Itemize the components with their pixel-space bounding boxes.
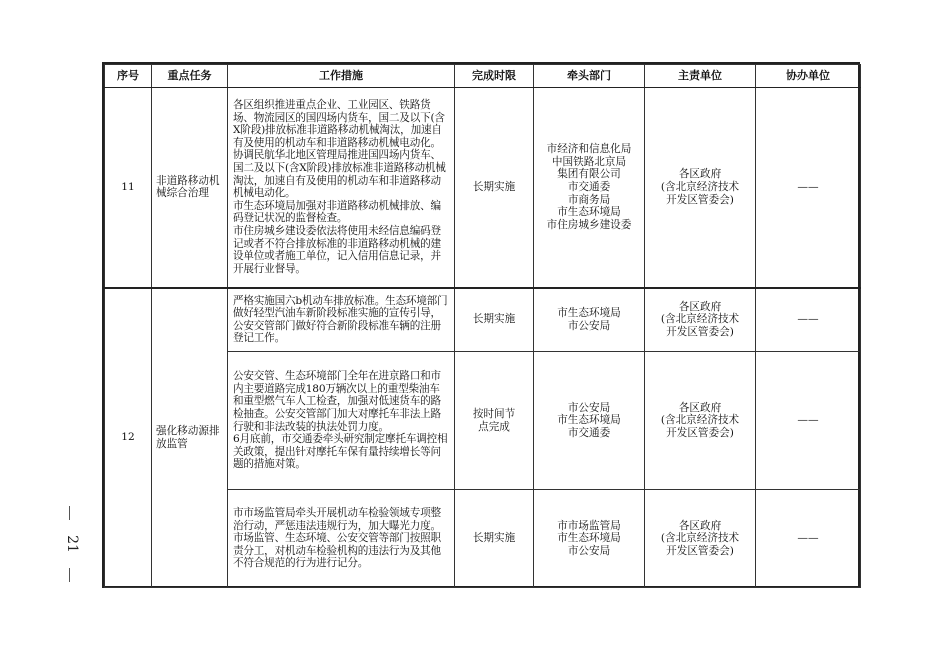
measure-text: 市场监管、生态环境、公安交管等部门按照职责分工，对机动车检验机构的违法行为及其他不符合规范的行为进行记分。 bbox=[233, 532, 441, 570]
measure-text: 公安交管、生态环境部门全年在进京路口和市内主要道路完成180万辆次以上的重型柴油车和重型燃气车人工检查，加强对低速货车的路检抽查。公安交管部门加大对摩托车非法上路行驶和非法改装的执法处罚力度。 bbox=[233, 370, 441, 433]
lead-dept: 市生态环境局 bbox=[557, 206, 621, 219]
lead-dept: 中国铁路北京局 bbox=[551, 155, 627, 168]
deadline-cell: 长期实施 bbox=[455, 288, 534, 352]
measures-cell bbox=[228, 490, 455, 588]
task-cell: 非道路移动机械综合治理 bbox=[152, 88, 228, 288]
main-unit-cell bbox=[645, 490, 756, 588]
main-unit-cell bbox=[645, 88, 756, 288]
header-measures: 工作措施 bbox=[228, 65, 455, 88]
page-number-marker bbox=[60, 506, 84, 586]
measures-cell bbox=[228, 288, 455, 352]
main-unit-cell bbox=[645, 352, 756, 490]
table-row bbox=[105, 88, 861, 288]
deadline-cell bbox=[455, 352, 534, 490]
main-unit-line: (含北京经济技术 bbox=[660, 180, 740, 193]
header-main-unit: 主责单位 bbox=[645, 65, 756, 88]
page-number: 21 bbox=[64, 535, 80, 553]
assist-unit-cell: —— bbox=[756, 288, 861, 352]
lead-dept: 市生态环境局 bbox=[557, 307, 621, 320]
lead-dept: 市交通委 bbox=[567, 180, 611, 193]
lead-dept-cell bbox=[534, 490, 645, 588]
main-unit-line: (含北京经济技术 bbox=[660, 313, 740, 326]
main-unit-line: (含北京经济技术 bbox=[660, 532, 740, 545]
lead-dept: 市公安局 bbox=[567, 544, 611, 557]
lead-dept: 市公安局 bbox=[567, 401, 611, 414]
lead-dept: 市住房城乡建设委 bbox=[546, 218, 632, 231]
assist-unit-cell: —— bbox=[756, 88, 861, 288]
header-task: 重点任务 bbox=[152, 65, 228, 88]
measure-text: 严格实施国六b机动车排放标准。生态环境部门做好轻型汽油车新阶段标准实施的宣传引导，公安交管部门做好符合新阶段标准车辆的注册登记工作。 bbox=[233, 294, 448, 345]
main-unit-line: 各区政府 bbox=[678, 519, 722, 532]
assist-unit-cell: —— bbox=[756, 352, 861, 490]
lead-dept-cell bbox=[534, 288, 645, 352]
deadline-cell: 长期实施 bbox=[455, 88, 534, 288]
main-unit-line: 开发区管委会) bbox=[666, 193, 734, 206]
lead-dept: 市生态环境局 bbox=[557, 414, 621, 427]
deadline-cell: 长期实施 bbox=[455, 490, 534, 588]
header-assist-unit: 协办单位 bbox=[756, 65, 861, 88]
assist-unit-cell: —— bbox=[756, 490, 861, 588]
measure-text: 市生态环境局加强对非道路移动机械排放、编码登记状况的监督检查。 bbox=[233, 199, 441, 225]
page-number-dash-top bbox=[69, 506, 70, 520]
deadline-text: 按时间节点完成 bbox=[472, 407, 516, 433]
lead-dept: 市公安局 bbox=[567, 319, 611, 332]
main-unit-line: (含北京经济技术 bbox=[660, 414, 740, 427]
lead-dept: 市市场监管局 bbox=[557, 519, 621, 532]
table-row bbox=[105, 288, 861, 352]
measure-text: 市市场监管局牵头开展机动车检验领域专项整治行动，严惩违法违规行为，加大曝光力度。 bbox=[233, 507, 441, 532]
main-unit-line: 各区政府 bbox=[678, 401, 722, 414]
measures-cell bbox=[228, 88, 455, 288]
measures-table bbox=[104, 64, 861, 588]
header-lead-dept: 牵头部门 bbox=[534, 65, 645, 88]
lead-dept: 市交通委 bbox=[567, 426, 611, 439]
lead-dept: 市经济和信息化局 bbox=[546, 143, 632, 156]
lead-dept: 市商务局 bbox=[567, 193, 611, 206]
lead-dept-cell bbox=[534, 352, 645, 490]
serial-cell: 11 bbox=[105, 88, 152, 288]
header-row bbox=[105, 65, 861, 88]
measure-text: 6月底前，市交通委牵头研究制定摩托车调控相关政策，提出针对摩托车保有量持续增长等问题的措施对策。 bbox=[233, 433, 448, 471]
main-unit-line: 开发区管委会) bbox=[666, 326, 734, 339]
header-serial: 序号 bbox=[105, 65, 152, 88]
main-unit-line: 各区政府 bbox=[678, 300, 722, 313]
measure-text: 各区组织推进重点企业、工业园区、铁路货场、物流园区的国四场内货车，国二及以下(含Ⅹ阶段)排放标准非道路移动机械淘汰，加速自有及使用的机动车和非道路移动机械电动化。 bbox=[233, 99, 445, 149]
measures-cell bbox=[228, 352, 455, 490]
lead-dept-cell bbox=[534, 88, 645, 288]
measures-table-frame bbox=[102, 62, 860, 588]
main-unit-cell bbox=[645, 288, 756, 352]
measure-text: 协调民航华北地区管理局推进国四场内货车、国二及以下(含Ⅹ阶段)排放标准非道路移动机械淘汰，加速自有及使用的机动车和非道路移动机械电动化。 bbox=[233, 149, 446, 200]
main-unit-line: 开发区管委会) bbox=[666, 426, 734, 439]
task-cell: 强化移动源排放监管 bbox=[152, 288, 228, 588]
measure-text: 市住房城乡建设委依法将使用未经信息编码登记或者不符合排放标准的非道路移动机械的建设单位或者施工单位，记入信用信息记录，并开展行业督导。 bbox=[233, 225, 441, 275]
serial-cell: 12 bbox=[105, 288, 152, 588]
lead-dept: 市生态环境局 bbox=[557, 532, 621, 545]
main-unit-line: 开发区管委会) bbox=[666, 544, 734, 557]
main-unit-line: 各区政府 bbox=[678, 168, 722, 181]
lead-dept: 集团有限公司 bbox=[557, 168, 621, 181]
page-number-dash-bottom bbox=[69, 568, 70, 582]
header-deadline: 完成时限 bbox=[455, 65, 534, 88]
